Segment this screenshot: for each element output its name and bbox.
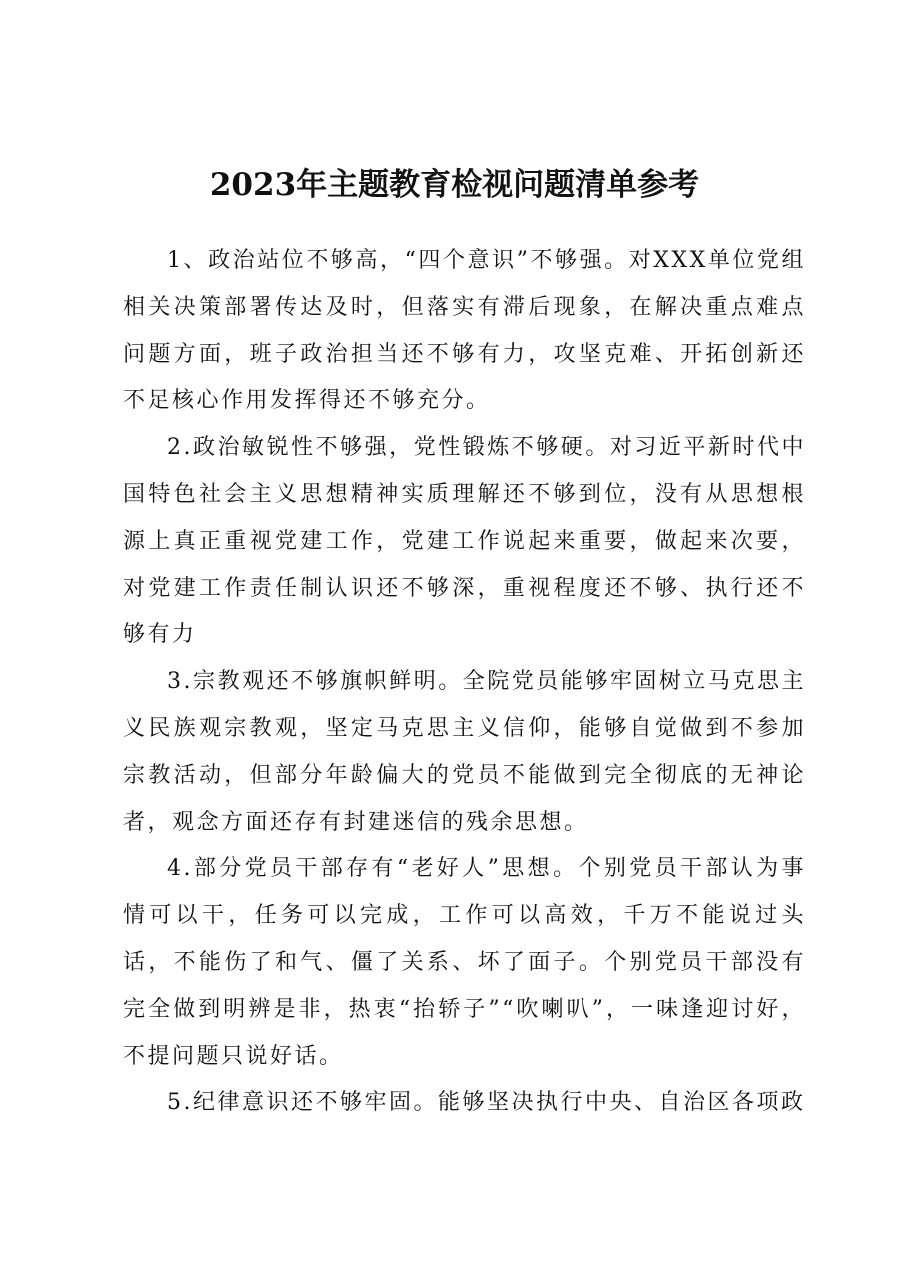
paragraph-2: 2.政治敏锐性不够强，党性锻炼不够硬。对习近平新时代中国特色社会主义思想精神实质理解还不够到位，没有从思想根源上真正重视党建工作，党建工作说起来重要，做起来次要，对党建工作责任制认识还不够深，重视程度还不够、执行还不够有力 xyxy=(123,435,806,648)
document-body xyxy=(123,238,806,1127)
paragraph-1: 1、政治站位不够高，“四个意识”不够强。对XXX单位党组相关决策部署传达及时，但落实有滞后现象，在解决重点难点问题方面，班子政治担当还不够有力，攻坚克难、开拓创新还不足核心作用发挥得还不够充分。 xyxy=(123,248,806,414)
paragraph-4: 4.部分党员干部存有“老好人”思想。个别党员干部认为事情可以干，任务可以完成，工作可以高效，千万不能说过头话，不能伤了和气、僵了关系、坏了面子。个别党员干部没有完全做到明辨是非，热衷“抬轿子”“吹喇叭”，一味逢迎讨好，不提问题只说好话。 xyxy=(123,856,806,1069)
document-title: 2023年主题教育检视问题清单参考 xyxy=(209,167,700,203)
paragraph-5: 5.纪律意识还不够牢固。能够坚决执行中央、自治区各项政 xyxy=(167,1090,806,1116)
paragraph-3: 3.宗教观还不够旗帜鲜明。全院党员能够牢固树立马克思主义民族观宗教观，坚定马克思主义信仰，能够自觉做到不参加宗教活动，但部分年龄偏大的党员不能做到完全彻底的无神论者，观念方面还存有封建迷信的残余思想。 xyxy=(123,669,806,835)
